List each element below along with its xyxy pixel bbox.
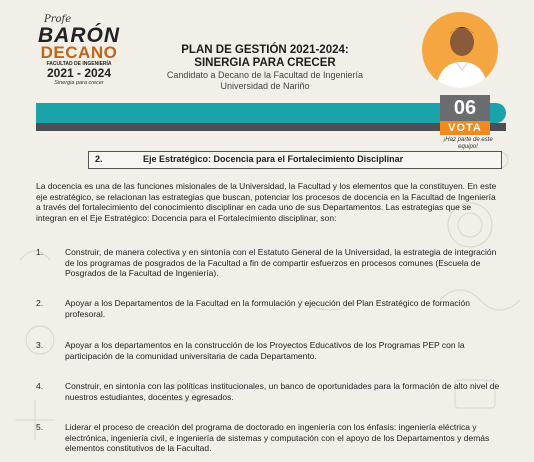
header-subtitle-line1: Candidato a Decano de la Facultad de Ingeniería: [166, 70, 364, 80]
vota-badge: VOTA: [440, 121, 490, 135]
person-icon: [422, 12, 498, 88]
gray-header-band: [36, 123, 506, 131]
logo-baron: BARÓN: [38, 24, 120, 47]
list-item-number: 5.: [36, 422, 44, 432]
list-item-number: 1.: [36, 247, 44, 257]
badge-tagline: ¡Haz parte de este equipo!: [443, 137, 493, 150]
intro-paragraph: La docencia es una de las funciones misionales de la Universidad, la Facultad y los elementos que la constituyen. En este eje estratégico, se relacionan las estrategias que buscan, potenciar los procesos de docencia en la Facultad de Ingeniería a través del fortalecimiento del conocimiento disciplinar en cada uno de sus Departamentos. Las estrategias que se integran en el Eje Estratégico: Docencia para el Fortalecimiento disciplinar, son:: [36, 181, 497, 223]
logo-profe: Profe: [44, 14, 72, 25]
list-item-text: Construir, de manera colectiva y en sintonía con el Estatuto General de la Universidad, la estrategia de integración de los programas de posgrados de la Facultad a fin de compartir esfuerzos en procesos comunes (Escuela de Posgrados de la Facultad de Ingeniería).: [65, 247, 497, 279]
logo-years: 2021 - 2024: [46, 66, 112, 80]
candidate-photo: [422, 12, 498, 88]
header-subtitle-line2: Universidad de Nariño: [220, 81, 310, 91]
teal-header-band: [36, 103, 506, 123]
section-heading-box: [88, 151, 502, 169]
document-header: [140, 44, 390, 92]
campaign-logo: [38, 14, 120, 87]
list-item-text: Apoyar a los Departamentos de la Facultad en la formulación y ejecución del Plan Estratégico de formación profesoral.: [65, 298, 470, 319]
logo-decano: DECANO: [40, 43, 118, 62]
list-item-number: 4.: [36, 381, 44, 391]
section-number: 2.: [95, 154, 103, 164]
list-item-number: 2.: [36, 298, 44, 308]
header-title-line2: SINERGIA PARA CRECER: [194, 57, 336, 69]
list-item-number: 3.: [36, 340, 44, 350]
logo-sinergia: Sinergia para crecer: [54, 80, 104, 86]
list-item-text: Liderar el proceso de creación del programa de doctorado en ingeniería con los énfasis: ingeniería eléctrica y electrónica, ingeniería civil, e ingeniería de sistemas y computación con el apoyo de los Departamentos y demás elementos constitutivos de la Facultad.: [65, 422, 490, 454]
header-title-line1: PLAN DE GESTIÓN 2021-2024:: [181, 44, 349, 56]
logo-facultad: FACULTAD DE INGENIERÍA: [46, 61, 112, 67]
section-title: Eje Estratégico: Docencia para el Fortalecimiento Disciplinar: [143, 154, 404, 164]
list-item-text: Apoyar a los departamentos en la construcción de los Proyectos Educativos de los Programas PEP con la participación de la comunidad universitaria de cada Departamento.: [65, 340, 465, 361]
list-item-text: Construir, en sintonía con las políticas institucionales, un banco de oportunidades para la formación de alto nivel de nuestros estudiantes, docentes y egresados.: [65, 381, 500, 402]
candidate-number-badge: 06: [440, 95, 490, 121]
